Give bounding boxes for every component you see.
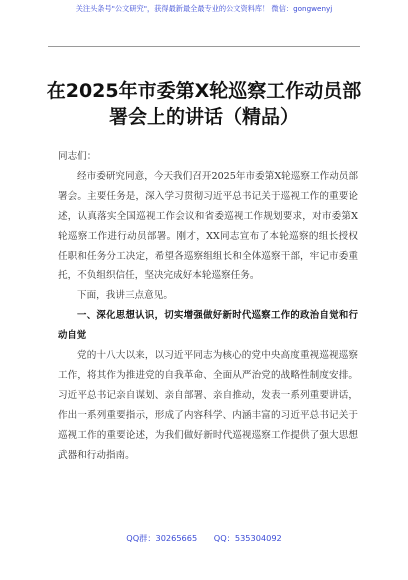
paragraph-section-one: 党的十八大以来，以习近平同志为核心的党中央高度重视巡视巡察工作，将其作为推进党的自我革命、全面从严治党的战略性制度安排。习近平总书记亲自谋划、亲自部署、亲自推动，发表一系列重要讲话，作出一系列重要指示，形成了内容科学、内涵丰富的习近平总书记关于巡视工作的重要论述，为我们做好新时代巡视巡察工作提供了强大思想武器和行动指南。 [58,350,358,461]
header-divider [48,46,360,47]
header-banner: 关注头条号"公文研究"，获得最新最全最专业的公文资料库！ 微信：gongwenyj [75,4,333,13]
paragraph-intro: 经市委研究同意，今天我们召开2025年市委第X轮巡察工作动员部署会。主要任务是，深入学习贯彻习近平总书记关于巡视工作的重要论述，认真落实全国巡视工作会议和省委巡视工作规划要求，对市委第X轮巡察工作进行动员部署。刚才，XX同志宣布了本轮巡察的组长授权任职和任务分工决定，希望各巡察组组长和全体巡察干部，牢记市委重托，不负组织信任，坚决完成好本轮巡察任务。 [58,170,358,282]
document-title: 在2025年市委第X轮巡察工作动员部署会上的讲话（精品） [46,80,362,128]
salutation: 同志们： [58,151,97,162]
document-body [58,147,358,466]
paragraph-transition: 下面，我讲三点意见。 [77,290,173,302]
footer-contact: QQ群：30265665 QQ：535304092 [126,533,282,543]
section-heading: 一、深化思想认识，切实增强做好新时代巡察工作的政治自觉和行动自觉 [58,310,358,342]
